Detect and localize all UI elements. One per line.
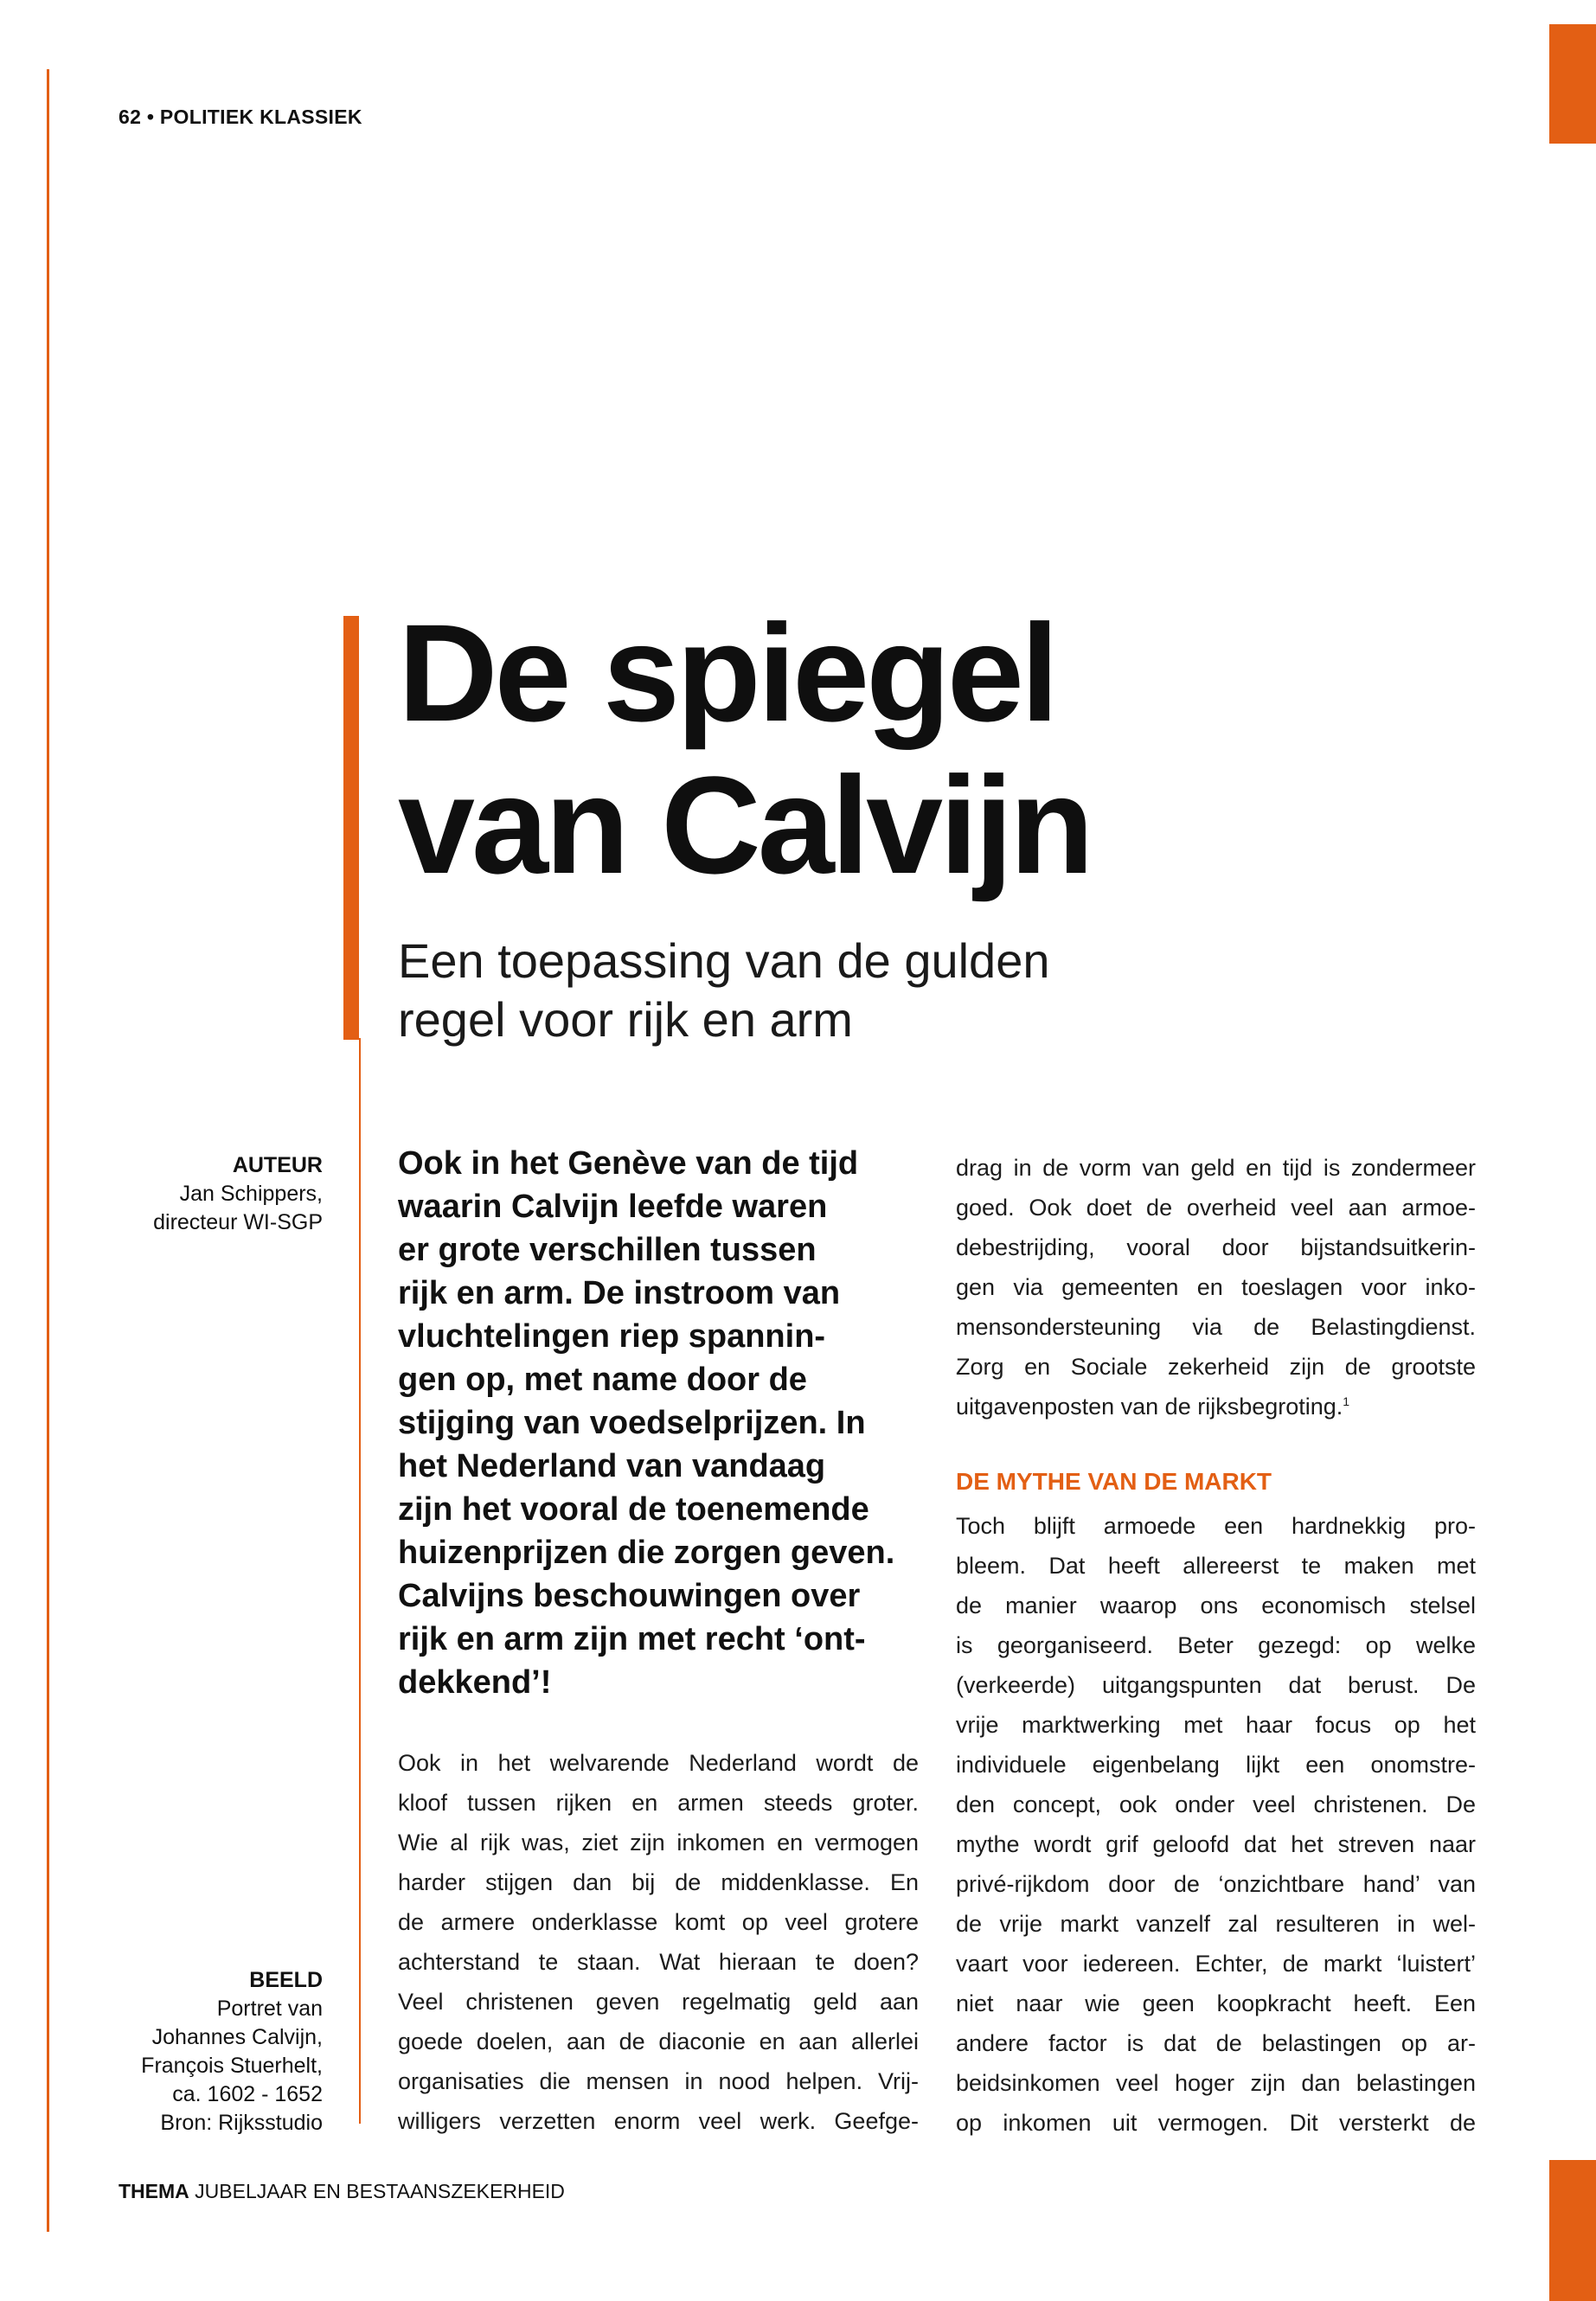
margin-rule	[47, 69, 49, 2232]
body-line: willigers verzetten enorm veel werk. Geefge-	[398, 2108, 919, 2134]
image-credit-line: Johannes Calvijn,	[151, 2025, 323, 2049]
lead-line: Ook in het Genève van de tijd	[398, 1145, 859, 1182]
body-line: andere factor is dat de belastingen op ar-	[956, 2030, 1476, 2056]
body-line: de vrije markt vanzelf zal resulteren in wel-	[956, 1911, 1476, 1937]
body-line: organisaties die mensen in nood helpen. Vrij-	[398, 2068, 919, 2094]
lead-line: rijk en arm zijn met recht ‘ont-	[398, 1621, 866, 1657]
title-line: De spiegel	[398, 595, 1056, 750]
title-accent-bar	[343, 616, 359, 1040]
body-line: Ook in het welvarende Nederland wordt de	[398, 1750, 919, 1776]
body-line: mythe wordt grif geloofd dat het streven naar	[956, 1831, 1476, 1857]
body-line: Toch blijft armoede een hardnekkig pro-	[956, 1513, 1476, 1539]
body-line: gen via gemeenten en toeslagen voor inko-	[956, 1274, 1476, 1300]
body-line: vaart voor iedereen. Echter, de markt ‘luistert’	[956, 1951, 1476, 1977]
body-line: kloof tussen rijken en armen steeds groter.	[398, 1790, 919, 1816]
body-line: is georganiseerd. Beter gezegd: op welke	[956, 1632, 1476, 1658]
lead-line: rijk en arm. De instroom van	[398, 1275, 841, 1311]
lead-line: Calvijns beschouwingen over	[398, 1578, 861, 1614]
body-line: de armere onderklasse komt op veel grotere	[398, 1909, 919, 1935]
image-credit-block	[141, 1966, 323, 2138]
body-line: Veel christenen geven regelmatig geld aan	[398, 1989, 919, 2015]
body-line: de manier waarop ons economisch stelsel	[956, 1593, 1476, 1618]
author-label: AUTEUR	[232, 1153, 323, 1177]
image-credit-line: ca. 1602 - 1652	[172, 2082, 323, 2106]
body-line: goede doelen, aan de diaconie en aan allerlei	[398, 2029, 919, 2054]
footer-theme-label: THEMA	[119, 2180, 189, 2202]
section-heading: DE MYTHE VAN DE MARKT	[956, 1468, 1272, 1495]
body-line: (verkeerde) uitgangspunten dat berust. De	[956, 1672, 1476, 1698]
lead-line: vluchtelingen riep spannin-	[398, 1318, 826, 1355]
body-column-1	[398, 1743, 919, 2141]
body-line-last	[956, 1387, 1476, 1426]
author-block	[153, 1151, 323, 1237]
body-column-2-bottom	[956, 1506, 1476, 2143]
article-title	[398, 597, 1091, 901]
body-line-text: uitgavenposten van de rijksbegroting.	[956, 1394, 1343, 1420]
page-tab-bottom	[1549, 2160, 1596, 2301]
body-line: bleem. Dat heeft allereerst te maken met	[956, 1553, 1476, 1579]
lead-line: dekkend’!	[398, 1664, 552, 1701]
subtitle-line: Een toepassing van de gulden	[398, 933, 1050, 988]
body-line: goed. Ook doet de overheid veel aan armoe-	[956, 1195, 1476, 1221]
footnote-ref: 1	[1343, 1394, 1350, 1408]
image-credit-line: François Stuerhelt,	[141, 2054, 323, 2078]
page-tab-top	[1549, 24, 1596, 144]
title-line: van Calvijn	[398, 747, 1091, 902]
body-line: harder stijgen dan bij de middenklasse. En	[398, 1869, 919, 1895]
lead-line: stijging van voedselprijzen. In	[398, 1405, 866, 1441]
body-line: niet naar wie geen koopkracht heeft. Een	[956, 1990, 1476, 2016]
body-line: den concept, ook onder veel christenen. De	[956, 1791, 1476, 1817]
author-line: directeur WI-SGP	[153, 1210, 323, 1234]
body-line: Wie al rijk was, ziet zijn inkomen en vermogen	[398, 1830, 919, 1856]
body-line: achterstand te staan. Wat hieraan te doen?	[398, 1949, 919, 1975]
body-line: beidsinkomen veel hoger zijn dan belastingen	[956, 2070, 1476, 2096]
body-line: individuele eigenbelang lijkt een onomstre-	[956, 1752, 1476, 1778]
author-line: Jan Schippers,	[179, 1182, 323, 1206]
lead-line: gen op, met name door de	[398, 1362, 807, 1398]
body-line: drag in de vorm van geld en tijd is zondermeer	[956, 1155, 1476, 1181]
lead-line: huizenprijzen die zorgen geven.	[398, 1535, 895, 1571]
body-line: op inkomen uit vermogen. Dit versterkt de	[956, 2110, 1476, 2136]
body-line: privé-rijkdom door de ‘onzichtbare hand’ van	[956, 1871, 1476, 1897]
lead-line: het Nederland van vandaag	[398, 1448, 826, 1484]
image-credit-line: Bron: Rijksstudio	[160, 2111, 323, 2135]
lead-paragraph	[398, 1142, 917, 1704]
image-credit-line: Portret van	[216, 1997, 323, 2021]
body-line: mensondersteuning via de Belastingdienst.	[956, 1314, 1476, 1340]
lead-line: waarin Calvijn leefde waren	[398, 1189, 828, 1225]
image-credit-label: BEELD	[249, 1968, 323, 1992]
article-subtitle	[398, 932, 1049, 1049]
body-column-2-top	[956, 1148, 1476, 1426]
body-line: debestrijding, vooral door bijstandsuitkerin-	[956, 1234, 1476, 1260]
page-footer	[119, 2180, 565, 2203]
running-head: 62 • POLITIEK KLASSIEK	[119, 106, 362, 128]
footer-theme-text: JUBELJAAR EN BESTAANSZEKERHEID	[189, 2180, 565, 2202]
lead-line: zijn het vooral de toenemende	[398, 1491, 869, 1528]
body-line: vrije marktwerking met haar focus op het	[956, 1712, 1476, 1738]
sidebar-rule	[359, 1038, 361, 2124]
body-line: Zorg en Sociale zekerheid zijn de grootste	[956, 1354, 1476, 1380]
subtitle-line: regel voor rijk en arm	[398, 992, 853, 1047]
lead-line: er grote verschillen tussen	[398, 1232, 817, 1268]
